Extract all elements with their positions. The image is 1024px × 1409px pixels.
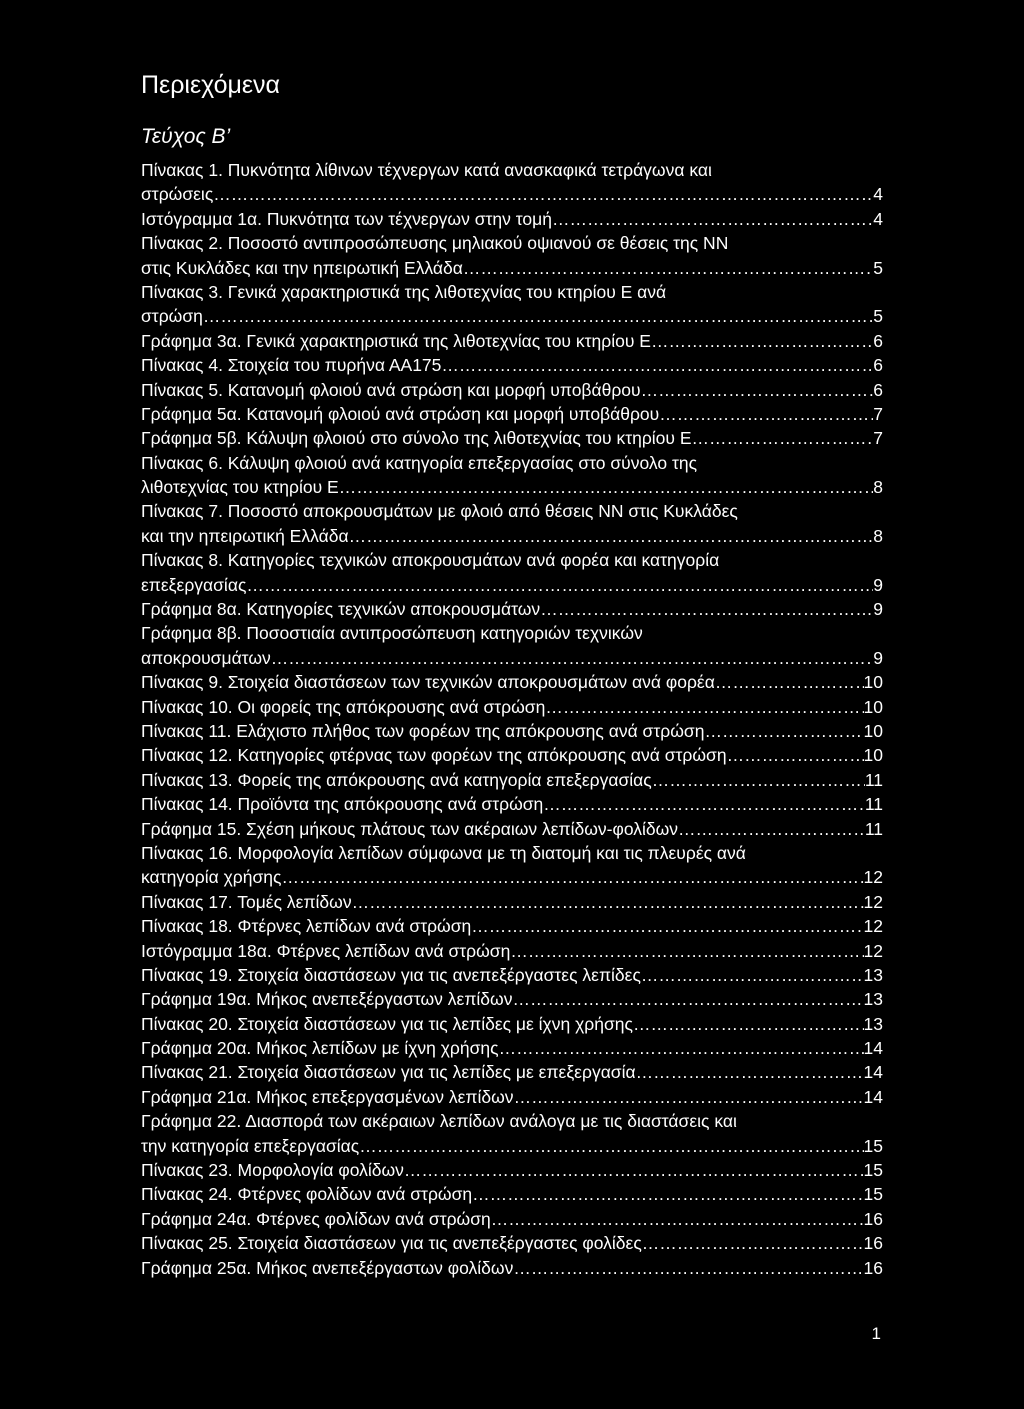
dot-leader — [441, 353, 873, 377]
toc-entry-page: 15 — [863, 1184, 883, 1205]
toc-entry-page: 13 — [863, 1013, 883, 1034]
dot-leader — [349, 524, 874, 548]
dot-leader — [659, 402, 873, 426]
toc-entry — [141, 1158, 883, 1182]
toc-entry — [141, 1231, 883, 1255]
toc-entry — [141, 1134, 883, 1158]
toc-entry-page: 14 — [863, 1086, 883, 1107]
toc-entry — [141, 1060, 883, 1084]
toc-entry-page: 6 — [873, 355, 883, 376]
dot-leader — [543, 792, 865, 816]
toc-entry-text: Πίνακας 4. Στοιχεία του πυρήνα ΑΑ175 — [141, 355, 442, 376]
dot-leader — [514, 1085, 864, 1109]
toc-entry — [141, 353, 883, 377]
toc-entry-page: 15 — [863, 1160, 883, 1181]
toc-entry — [141, 646, 883, 670]
toc-entry — [141, 426, 883, 450]
dot-leader — [472, 1182, 863, 1206]
toc-entry-page: 7 — [873, 403, 883, 424]
toc-entry-text: Γράφημα 20α. Μήκος λεπίδων με ίχνη χρήσης — [141, 1038, 499, 1059]
toc-entry-page: 8 — [873, 477, 883, 498]
toc-entry — [141, 963, 883, 987]
dot-leader — [359, 1134, 863, 1158]
toc-entry-text: Πίνακας 9. Στοιχεία διαστάσεων των τεχνικών αποκρουσμάτων ανά φορέα — [141, 672, 715, 693]
dot-leader — [513, 1256, 863, 1280]
toc-entry-text: Γράφημα 5α. Κατανομή φλοιού ανά στρώση και μορφή υποβάθρου — [141, 403, 660, 424]
toc-entry-text: Πίνακας 24. Φτέρνες φολίδων ανά στρώση — [141, 1184, 473, 1205]
dot-leader — [642, 1231, 864, 1255]
toc-entry-text: στρώση — [141, 306, 203, 327]
toc-entry — [141, 231, 883, 255]
toc-entry-page: 4 — [873, 184, 883, 205]
toc-entry — [141, 1012, 883, 1036]
toc-entry-text: Γράφημα 19α. Μήκος ανεπεξέργαστων λεπίδων — [141, 989, 513, 1010]
toc-entry-page: 9 — [873, 599, 883, 620]
toc-entry-page: 11 — [864, 818, 883, 839]
toc-entry — [141, 378, 883, 402]
toc-entry-text: λιθοτεχνίας του κτηρίου Ε — [141, 477, 339, 498]
toc-entry-page: 11 — [864, 769, 883, 790]
toc-entry-text: Πίνακας 25. Στοιχεία διαστάσεων για τις ανεπεξέργαστες φολίδες — [141, 1233, 642, 1254]
toc-entry-page: 4 — [873, 208, 883, 229]
toc-entry — [141, 865, 883, 889]
toc-entry-text: και την ηπειρωτική Ελλάδα — [141, 525, 349, 546]
dot-leader — [281, 865, 863, 889]
toc-entry — [141, 768, 883, 792]
toc-entry-text: Πίνακας 2. Ποσοστό αντιπροσώπευσης μηλιακού οψιανού σε θέσεις της ΝΝ — [141, 233, 729, 254]
toc-entry — [141, 573, 883, 597]
toc-entry-text: αποκρουσμάτων — [141, 647, 271, 668]
toc-entry — [141, 451, 883, 475]
toc-entry-text: Πίνακας 23. Μορφολογία φολίδων — [141, 1160, 404, 1181]
toc-entry-text: Γράφημα 15. Σχέση μήκους πλάτους των ακέραιων λεπίδων-φολίδων — [141, 818, 679, 839]
toc-entry — [141, 280, 883, 304]
dot-leader — [652, 768, 865, 792]
toc-entry-text: Γράφημα 3α. Γενικά χαρακτηριστικά της λιθοτεχνίας του κτηρίου Ε — [141, 330, 651, 351]
dot-leader — [540, 597, 873, 621]
toc-entry-page: 13 — [863, 964, 883, 985]
toc-entry-page: 7 — [873, 428, 883, 449]
toc-entry-page: 12 — [863, 916, 883, 937]
toc-entry-page: 5 — [873, 306, 883, 327]
toc-entry-text: Πίνακας 11. Ελάχιστο πλήθος των φορέων της απόκρουσης ανά στρώση — [141, 720, 705, 741]
toc-entry-text: Πίνακας 8. Κατηγορίες τεχνικών αποκρουσμάτων ανά φορέα και κατηγορία — [141, 550, 720, 571]
volume-subtitle: Τεύχος Β’ — [141, 125, 231, 148]
toc-entry-page: 6 — [873, 379, 883, 400]
toc-entry-page: 14 — [863, 1062, 883, 1083]
toc-entry-text: Πίνακας 10. Οι φορείς της απόκρουσης ανά στρώση — [141, 696, 546, 717]
toc-entry-page: 10 — [863, 672, 883, 693]
toc-entry-text: Πίνακας 16. Μορφολογία λεπίδων σύμφωνα με τη διατομή και τις πλευρές ανά — [141, 842, 746, 863]
toc-entry — [141, 1207, 883, 1231]
dot-leader — [471, 914, 863, 938]
page-number: 1 — [871, 1324, 881, 1343]
toc-entry-page: 8 — [873, 525, 883, 546]
dot-leader — [491, 1207, 864, 1231]
toc-entry-text: στις Κυκλάδες και την ηπειρωτική Ελλάδα — [141, 257, 463, 278]
dot-leader — [203, 304, 873, 328]
toc-entry-text: Πίνακας 13. Φορείς της απόκρουσης ανά κατηγορία επεξεργασίας — [141, 769, 652, 790]
toc-entry — [141, 890, 883, 914]
toc-entry-page: 5 — [873, 257, 883, 278]
page-title: Περιεχόμενα — [141, 71, 280, 99]
dot-leader — [512, 987, 863, 1011]
dot-leader — [715, 670, 864, 694]
toc-entry-text: επεξεργασίας — [141, 574, 247, 595]
toc-entry — [141, 914, 883, 938]
dot-leader — [704, 719, 863, 743]
dot-leader — [651, 329, 873, 353]
dot-leader — [271, 646, 874, 670]
toc-entry — [141, 524, 883, 548]
toc-entry-page: 12 — [863, 940, 883, 961]
toc-entry — [141, 1256, 883, 1280]
dot-leader — [545, 695, 863, 719]
toc-entry-text: Πίνακας 21. Στοιχεία διαστάσεων για τις λεπίδες με επεξεργασία — [141, 1062, 636, 1083]
toc-entry-page: 10 — [863, 745, 883, 766]
toc-entry-text: Πίνακας 1. Πυκνότητα λίθινων τέχνεργων κατά ανασκαφικά τετράγωνα και — [141, 160, 712, 180]
toc-entry — [141, 792, 883, 816]
dot-leader — [404, 1158, 864, 1182]
dot-leader — [463, 256, 873, 280]
toc-entry — [141, 304, 883, 328]
toc-entry-page: 16 — [863, 1233, 883, 1254]
toc-entry-text: Γράφημα 8α. Κατηγορίες τεχνικών αποκρουσμάτων — [141, 599, 541, 620]
toc-entry-page: 15 — [863, 1135, 883, 1156]
dot-leader — [510, 939, 863, 963]
toc-entry — [141, 743, 883, 767]
dot-leader — [641, 963, 864, 987]
toc-entry-text: Πίνακας 14. Προϊόντα της απόκρουσης ανά στρώση — [141, 794, 544, 815]
dot-leader — [641, 378, 874, 402]
toc-entry-text: κατηγορία χρήσης — [141, 867, 282, 888]
toc-entry — [141, 499, 883, 523]
toc-entry-text: Γράφημα 8β. Ποσοστιαία αντιπροσώπευση κατηγοριών τεχνικών — [141, 623, 643, 644]
dot-leader — [552, 207, 873, 231]
toc-entry — [141, 1036, 883, 1060]
dot-leader — [633, 1012, 864, 1036]
dot-leader — [352, 890, 864, 914]
toc-entry — [141, 329, 883, 353]
toc-entry-text: Γράφημα 21α. Μήκος επεξεργασμένων λεπίδων — [141, 1086, 514, 1107]
dot-leader — [246, 573, 873, 597]
dot-leader — [727, 743, 864, 767]
toc-entry-page: 10 — [863, 696, 883, 717]
toc-entry-page: 9 — [873, 647, 883, 668]
toc-entry-text: Γράφημα 22. Διασπορά των ακέραιων λεπίδων ανάλογα με τις διαστάσεις και — [141, 1111, 737, 1132]
toc-entry — [141, 475, 883, 499]
toc-entry-page: 6 — [873, 330, 883, 351]
toc-entry-page: 11 — [864, 794, 883, 815]
toc-entry — [141, 621, 883, 645]
toc-entry-page: 9 — [873, 574, 883, 595]
toc-entry — [141, 987, 883, 1011]
toc-entry-text: Πίνακας 12. Κατηγορίες φτέρνας των φορέων της απόκρουσης ανά στρώση — [141, 745, 727, 766]
toc-entry — [141, 207, 883, 231]
dot-leader — [678, 817, 865, 841]
toc-entry-page: 12 — [863, 891, 883, 912]
toc-entry — [141, 182, 883, 206]
toc-entry — [141, 402, 883, 426]
toc-entry-text: Πίνακας 7. Ποσοστό αποκρουσμάτων με φλοιό από θέσεις ΝΝ στις Κυκλάδες — [141, 501, 738, 522]
toc-entry-page: 12 — [863, 867, 883, 888]
toc-entry — [141, 158, 883, 182]
toc-entry-text: Πίνακας 18. Φτέρνες λεπίδων ανά στρώση — [141, 916, 472, 937]
dot-leader — [339, 475, 874, 499]
toc-entry-text: Γράφημα 25α. Μήκος ανεπεξέργαστων φολίδων — [141, 1257, 514, 1278]
toc-entry — [141, 256, 883, 280]
toc-entry — [141, 1182, 883, 1206]
dot-leader — [692, 426, 874, 450]
toc-entry — [141, 1109, 883, 1133]
toc-entry-text: Ιστόγραμμα 1α. Πυκνότητα των τέχνεργων στην τομή — [141, 208, 552, 229]
dot-leader — [636, 1060, 864, 1084]
toc-entry-text: Πίνακας 3. Γενικά χαρακτηριστικά της λιθοτεχνίας του κτηρίου Ε ανά — [141, 281, 667, 302]
table-of-contents — [141, 158, 883, 1280]
toc-entry — [141, 597, 883, 621]
toc-entry-text: στρώσεις — [141, 184, 214, 205]
toc-entry-page: 14 — [863, 1038, 883, 1059]
toc-entry-text: Ιστόγραμμα 18α. Φτέρνες λεπίδων ανά στρώση — [141, 940, 511, 961]
toc-entry-text: Πίνακας 20. Στοιχεία διαστάσεων για τις λεπίδες με ίχνη χρήσης — [141, 1013, 633, 1034]
toc-entry-page: 16 — [863, 1208, 883, 1229]
toc-entry — [141, 695, 883, 719]
toc-entry — [141, 670, 883, 694]
dot-leader — [213, 182, 873, 206]
toc-entry-text: Πίνακας 19. Στοιχεία διαστάσεων για τις ανεπεξέργαστες λεπίδες — [141, 964, 641, 985]
toc-entry — [141, 841, 883, 865]
toc-entry-text: την κατηγορία επεξεργασίας — [141, 1135, 360, 1156]
toc-entry — [141, 548, 883, 572]
toc-entry — [141, 719, 883, 743]
toc-entry-page: 10 — [863, 720, 883, 741]
dot-leader — [499, 1036, 864, 1060]
toc-entry — [141, 1085, 883, 1109]
toc-entry-text: Γράφημα 5β. Κάλυψη φλοιού στο σύνολο της λιθοτεχνίας του κτηρίου Ε — [141, 428, 692, 449]
toc-entry-page: 16 — [863, 1257, 883, 1278]
toc-entry-text: Πίνακας 5. Κατανομή φλοιού ανά στρώση και μορφή υποβάθρου — [141, 379, 641, 400]
toc-entry — [141, 817, 883, 841]
toc-entry-text: Πίνακας 17. Τομές λεπίδων — [141, 891, 352, 912]
toc-entry-text: Πίνακας 6. Κάλυψη φλοιού ανά κατηγορία επεξεργασίας στο σύνολο της — [141, 452, 698, 473]
toc-entry-text: Γράφημα 24α. Φτέρνες φολίδων ανά στρώση — [141, 1208, 491, 1229]
toc-entry-page: 13 — [863, 989, 883, 1010]
toc-entry — [141, 939, 883, 963]
